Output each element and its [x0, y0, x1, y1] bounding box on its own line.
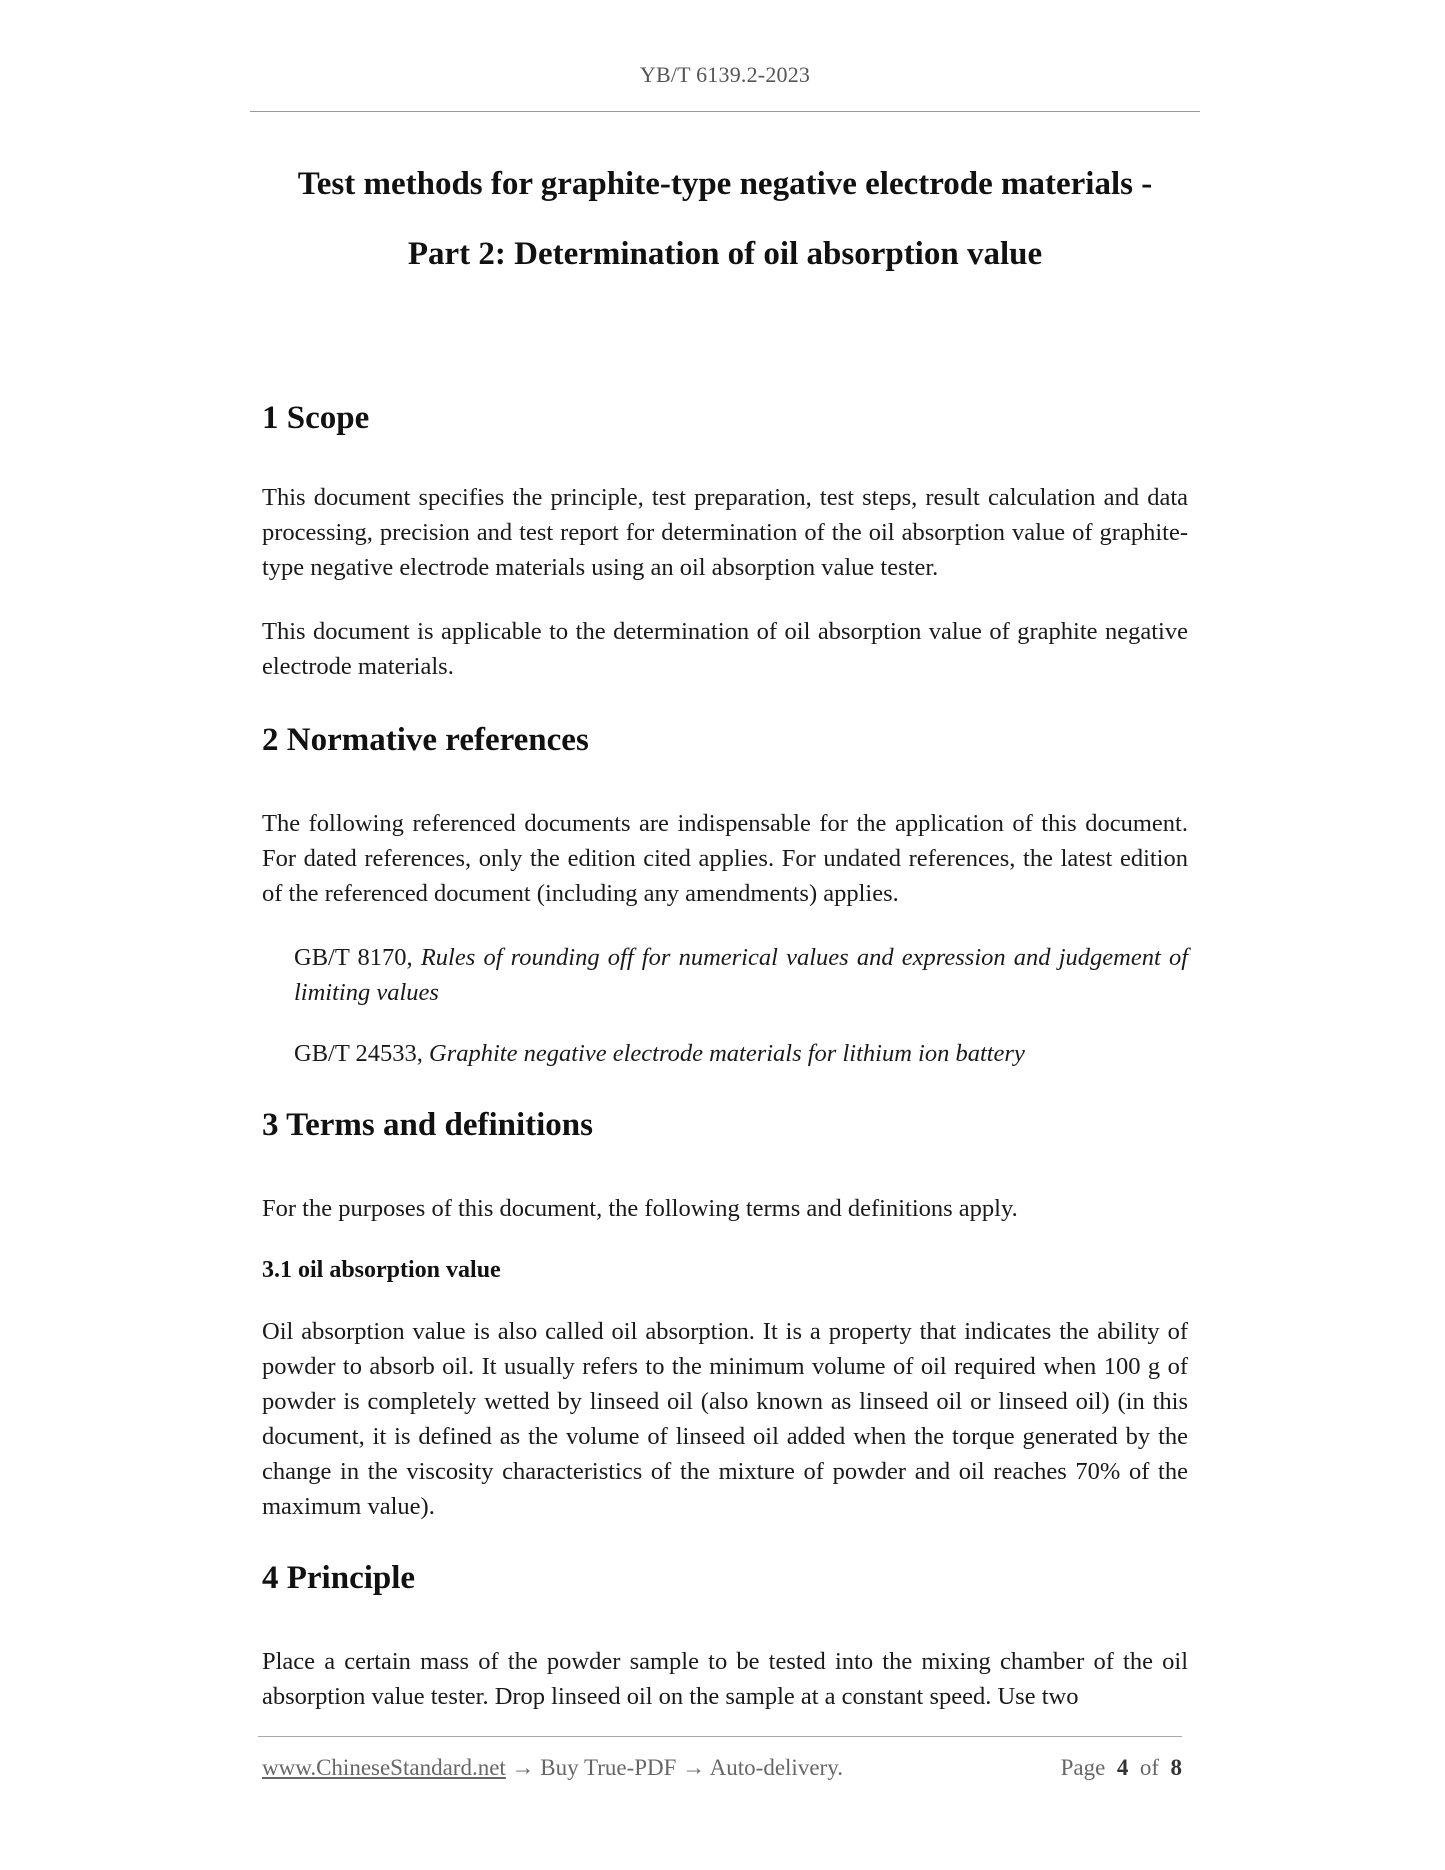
reference-item [294, 1036, 1188, 1071]
document-title-line-2: Part 2: Determination of oil absorption value [407, 236, 1043, 272]
standard-code: YB/T 6139.2-2023 [639, 62, 811, 87]
buy-pdf-text: Buy True-PDF [540, 1755, 677, 1780]
reference-code: GB/T 24533, [294, 1040, 423, 1067]
page-number [1061, 1755, 1182, 1781]
page-current: 4 [1116, 1755, 1129, 1780]
reference-code: GB/T 8170, [294, 944, 413, 971]
reference-title: Rules of rounding off for numerical values and expression and judgement of limiting values [294, 944, 1188, 1006]
terms-paragraph-1: For the purposes of this document, the following terms and definitions apply. [262, 1195, 1018, 1222]
header-divider [250, 111, 1200, 112]
page-of-label: of [1139, 1755, 1159, 1780]
normative-paragraph: The following referenced documents are indispensable for the application of this document. For dated references, only the edition cited applies. For undated references, the latest edition of the referenced document (including any amendments) applies. [262, 810, 1188, 907]
subheading-oil-absorption-value: 3.1 oil absorption value [262, 1257, 501, 1283]
reference-title: Graphite negative electrode materials for lithium ion battery [429, 1040, 1025, 1067]
chinesestandard-link[interactable]: www.ChineseStandard.net [262, 1755, 506, 1780]
arrow-right-icon: → [511, 1755, 535, 1780]
scope-paragraph-2: This document is applicable to the determination of oil absorption value of graphite negative electrode materials. [262, 618, 1188, 680]
footer-links [262, 1755, 843, 1781]
page-total: 8 [1170, 1755, 1182, 1780]
terms-definition-paragraph: Oil absorption value is also called oil absorption. It is a property that indicates the ability of powder to absorb oil. It usually refers to the minimum volume of oil required when 100 g of powder is completely wetted by linseed oil (also known as linseed oil or linseed oil) (in this document, it is defined as the volume of linseed oil added when the torque generated by the change in the viscosity characteristics of the mixture of powder and oil reaches 70% of the maximum value). [262, 1318, 1188, 1520]
auto-delivery-text: Auto-delivery. [709, 1755, 843, 1780]
section-heading-terms: 3 Terms and definitions [262, 1107, 593, 1143]
principle-paragraph: Place a certain mass of the powder sample to be tested into the mixing chamber of the oil absorption value tester. Drop linseed oil on the sample at a constant speed. Use two [262, 1648, 1188, 1710]
arrow-right-icon: → [682, 1755, 706, 1780]
footer-divider [258, 1736, 1182, 1737]
section-heading-scope: 1 Scope [262, 400, 370, 436]
reference-item [294, 940, 1188, 1010]
section-heading-normative-references: 2 Normative references [262, 722, 589, 758]
section-heading-principle: 4 Principle [262, 1560, 416, 1596]
document-title-line-1: Test methods for graphite-type negative electrode materials - [297, 166, 1153, 202]
scope-paragraph-1: This document specifies the principle, test preparation, test steps, result calculation and data processing, precision and test report for determination of the oil absorption value of graphite-type negative electrode materials using an oil absorption value tester. [262, 484, 1188, 581]
page-label: Page [1060, 1755, 1106, 1780]
